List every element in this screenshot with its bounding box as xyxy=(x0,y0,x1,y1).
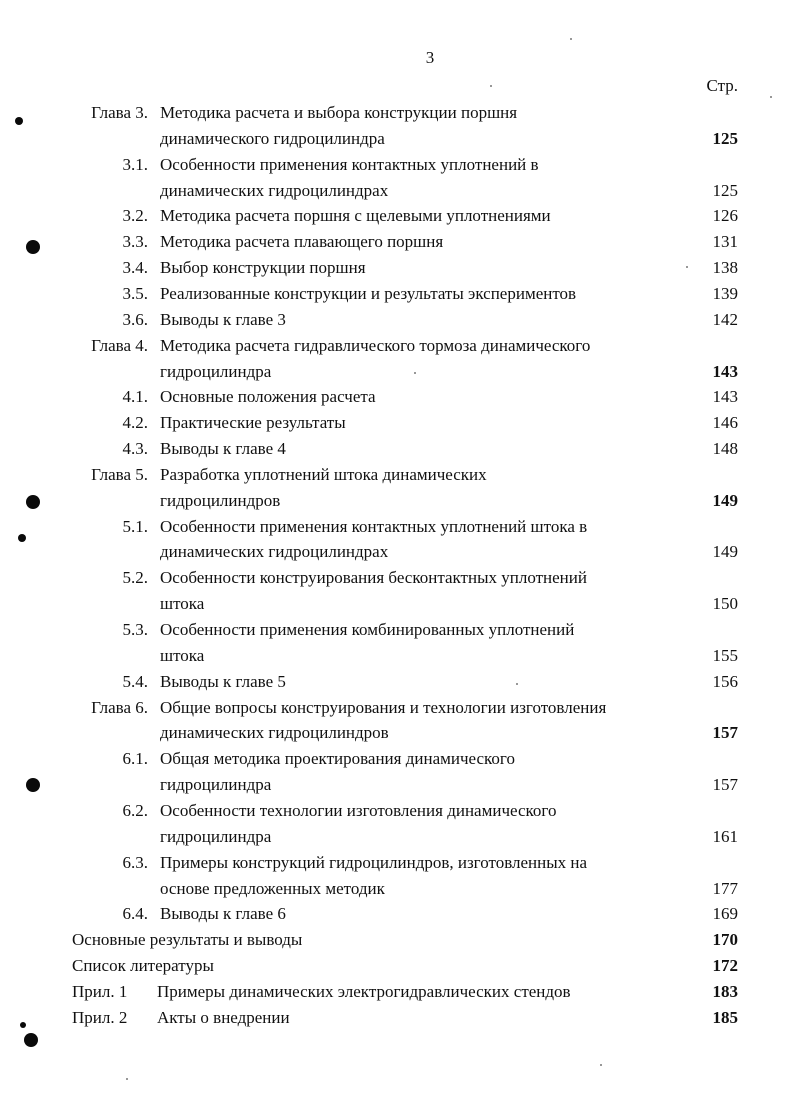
toc-entry-title: Особенности применения контактных уплотнений штока в xyxy=(160,516,588,536)
toc-entry-title: Разработка уплотнений штока динамических xyxy=(160,464,487,484)
toc-entry-page: 172 xyxy=(712,956,738,976)
toc-entry-title: динамических гидроцилиндрах xyxy=(160,542,389,562)
toc-entry-page: 183 xyxy=(712,981,738,1001)
toc-entry-label: Глава 5. xyxy=(91,464,148,484)
toc-entry-label: 4.3. xyxy=(122,439,148,459)
toc-entry-title: Примеры динамических электрогидравлических стендов xyxy=(157,981,571,1001)
toc-entry-title: динамического гидроцилиндра xyxy=(160,128,385,148)
toc-entry-title: гидроцилиндра xyxy=(160,361,272,381)
toc-entry-title: гидроцилиндров xyxy=(160,490,281,510)
punch-hole xyxy=(26,495,40,509)
toc-entry-page: 142 xyxy=(712,309,738,329)
punch-hole xyxy=(24,1033,38,1047)
toc-entry-title: Методика расчета гидравлического тормоза динамического xyxy=(160,335,591,355)
toc-entry-page: 161 xyxy=(712,826,738,846)
page-column-header: Стр. xyxy=(706,76,738,95)
toc-entry-page: 139 xyxy=(712,283,738,303)
toc-entry-title: штока xyxy=(160,645,205,665)
toc-entry-page: 148 xyxy=(712,439,738,459)
toc-entry-label: 3.1. xyxy=(122,154,148,174)
toc-entry-title: динамических гидроцилиндрах xyxy=(160,180,389,200)
toc-entry-title: Особенности применения комбинированных уплотнений xyxy=(160,620,575,639)
toc-entry-title: Примеры конструкций гидроцилиндров, изготовленных на xyxy=(160,852,588,872)
toc-entry-title: Реализованные конструкции и результаты экспериментов xyxy=(160,283,577,303)
toc-entry-label: 5.2. xyxy=(122,568,148,588)
scan-speck xyxy=(600,1064,602,1066)
toc-entry-page: 138 xyxy=(712,258,738,278)
toc-entry-page: 125 xyxy=(712,128,738,148)
toc-entry-title: Выводы к главе 6 xyxy=(160,904,286,924)
page-number: 3 xyxy=(425,48,435,67)
toc-entry-title: Методика расчета и выбора конструкции поршня xyxy=(160,103,518,122)
toc-entry-page: 169 xyxy=(712,904,738,924)
toc-entry-page: 149 xyxy=(712,490,738,510)
toc-entry-page: 143 xyxy=(712,387,738,407)
toc-entry-page: 155 xyxy=(712,645,738,665)
punch-hole xyxy=(26,240,40,254)
toc-entry-title: Выбор конструкции поршня xyxy=(160,258,366,278)
toc-entry-page: 126 xyxy=(712,206,738,226)
scan-speck xyxy=(414,372,416,374)
scan-speck xyxy=(570,38,572,40)
toc-entry-title: Методика расчета плавающего поршня xyxy=(160,232,444,252)
toc-entry-page: 185 xyxy=(712,1007,738,1027)
toc-entry-title: Методика расчета поршня с щелевыми уплотнениями xyxy=(160,206,551,226)
toc-entry-label: 6.3. xyxy=(122,852,148,872)
toc-entry-title: штока xyxy=(160,594,205,614)
toc-entry-label: 3.2. xyxy=(122,206,148,226)
toc-entry-title: Особенности применения контактных уплотнений в xyxy=(160,154,539,174)
toc-entry-label: 5.3. xyxy=(122,620,148,639)
toc-entry-label: 6.2. xyxy=(122,800,148,820)
toc-entry-title: Выводы к главе 3 xyxy=(160,309,286,329)
punch-hole xyxy=(18,534,26,542)
punch-hole xyxy=(20,1022,26,1028)
toc-entry-label: 3.6. xyxy=(122,309,148,329)
toc-entry-title: Основные результаты и выводы xyxy=(72,930,303,950)
toc-entry-title: Выводы к главе 4 xyxy=(160,439,286,459)
scan-speck xyxy=(686,266,688,268)
toc-entry-title: Выводы к главе 5 xyxy=(160,671,286,691)
toc-entry-label: Прил. 2 xyxy=(72,1007,128,1027)
toc-entry-title: Практические результаты xyxy=(160,413,346,433)
toc-entry-page: 125 xyxy=(712,180,738,200)
toc-entry-title: динамических гидроцилиндров xyxy=(160,723,389,743)
toc-entry-label: 3.4. xyxy=(122,258,148,278)
punch-hole xyxy=(15,117,23,125)
toc-entry-title: Список литературы xyxy=(72,956,214,976)
toc-entry-page: 131 xyxy=(712,232,738,252)
toc-entry-label: 6.4. xyxy=(122,904,148,924)
toc-entry-page: 143 xyxy=(712,361,738,381)
toc-entry-page: 146 xyxy=(712,413,738,433)
toc-entry-page: 170 xyxy=(712,930,738,950)
toc-entry-label: Прил. 1 xyxy=(72,981,128,1001)
toc-entry-label: 6.1. xyxy=(122,749,148,769)
toc-entry-title: гидроцилиндра xyxy=(160,775,272,795)
toc-entry-title: Общая методика проектирования динамического xyxy=(160,749,515,769)
toc-entry-label: 4.1. xyxy=(122,387,148,407)
scan-speck xyxy=(516,683,518,685)
toc-entry-label: 4.2. xyxy=(122,413,148,433)
toc-entry-label: Глава 6. xyxy=(91,697,148,717)
toc-entry-label: Глава 4. xyxy=(91,335,148,355)
toc-entry-title: Общие вопросы конструирования и технологии изготовления xyxy=(160,697,607,717)
toc-entry-label: 3.5. xyxy=(122,283,148,303)
toc-entry-label: 3.3. xyxy=(122,232,148,252)
scan-speck xyxy=(490,85,492,87)
toc-entry-title: Основные положения расчета xyxy=(160,387,376,407)
toc-entry-label: 5.1. xyxy=(122,516,148,536)
toc-entry-title: гидроцилиндра xyxy=(160,826,272,846)
toc-entry-title: Особенности конструирования бесконтактных уплотнений xyxy=(160,568,587,588)
toc-entry-page: 156 xyxy=(712,671,738,691)
toc-entry-page: 177 xyxy=(712,878,738,898)
toc-entry-title: Акты о внедрении xyxy=(157,1007,290,1027)
toc-entry-title: Особенности технологии изготовления динамического xyxy=(160,800,557,820)
scan-speck xyxy=(770,96,772,98)
toc-entry-page: 157 xyxy=(712,775,738,795)
toc-entry-page: 149 xyxy=(712,542,738,562)
toc-entry-page: 157 xyxy=(712,723,738,743)
scan-speck xyxy=(126,1078,128,1080)
toc-entry-title: основе предложенных методик xyxy=(160,878,385,898)
punch-hole xyxy=(26,778,40,792)
toc-entry-label: Глава 3. xyxy=(91,103,148,122)
toc-entry-page: 150 xyxy=(712,594,738,614)
toc-entry-label: 5.4. xyxy=(122,671,148,691)
